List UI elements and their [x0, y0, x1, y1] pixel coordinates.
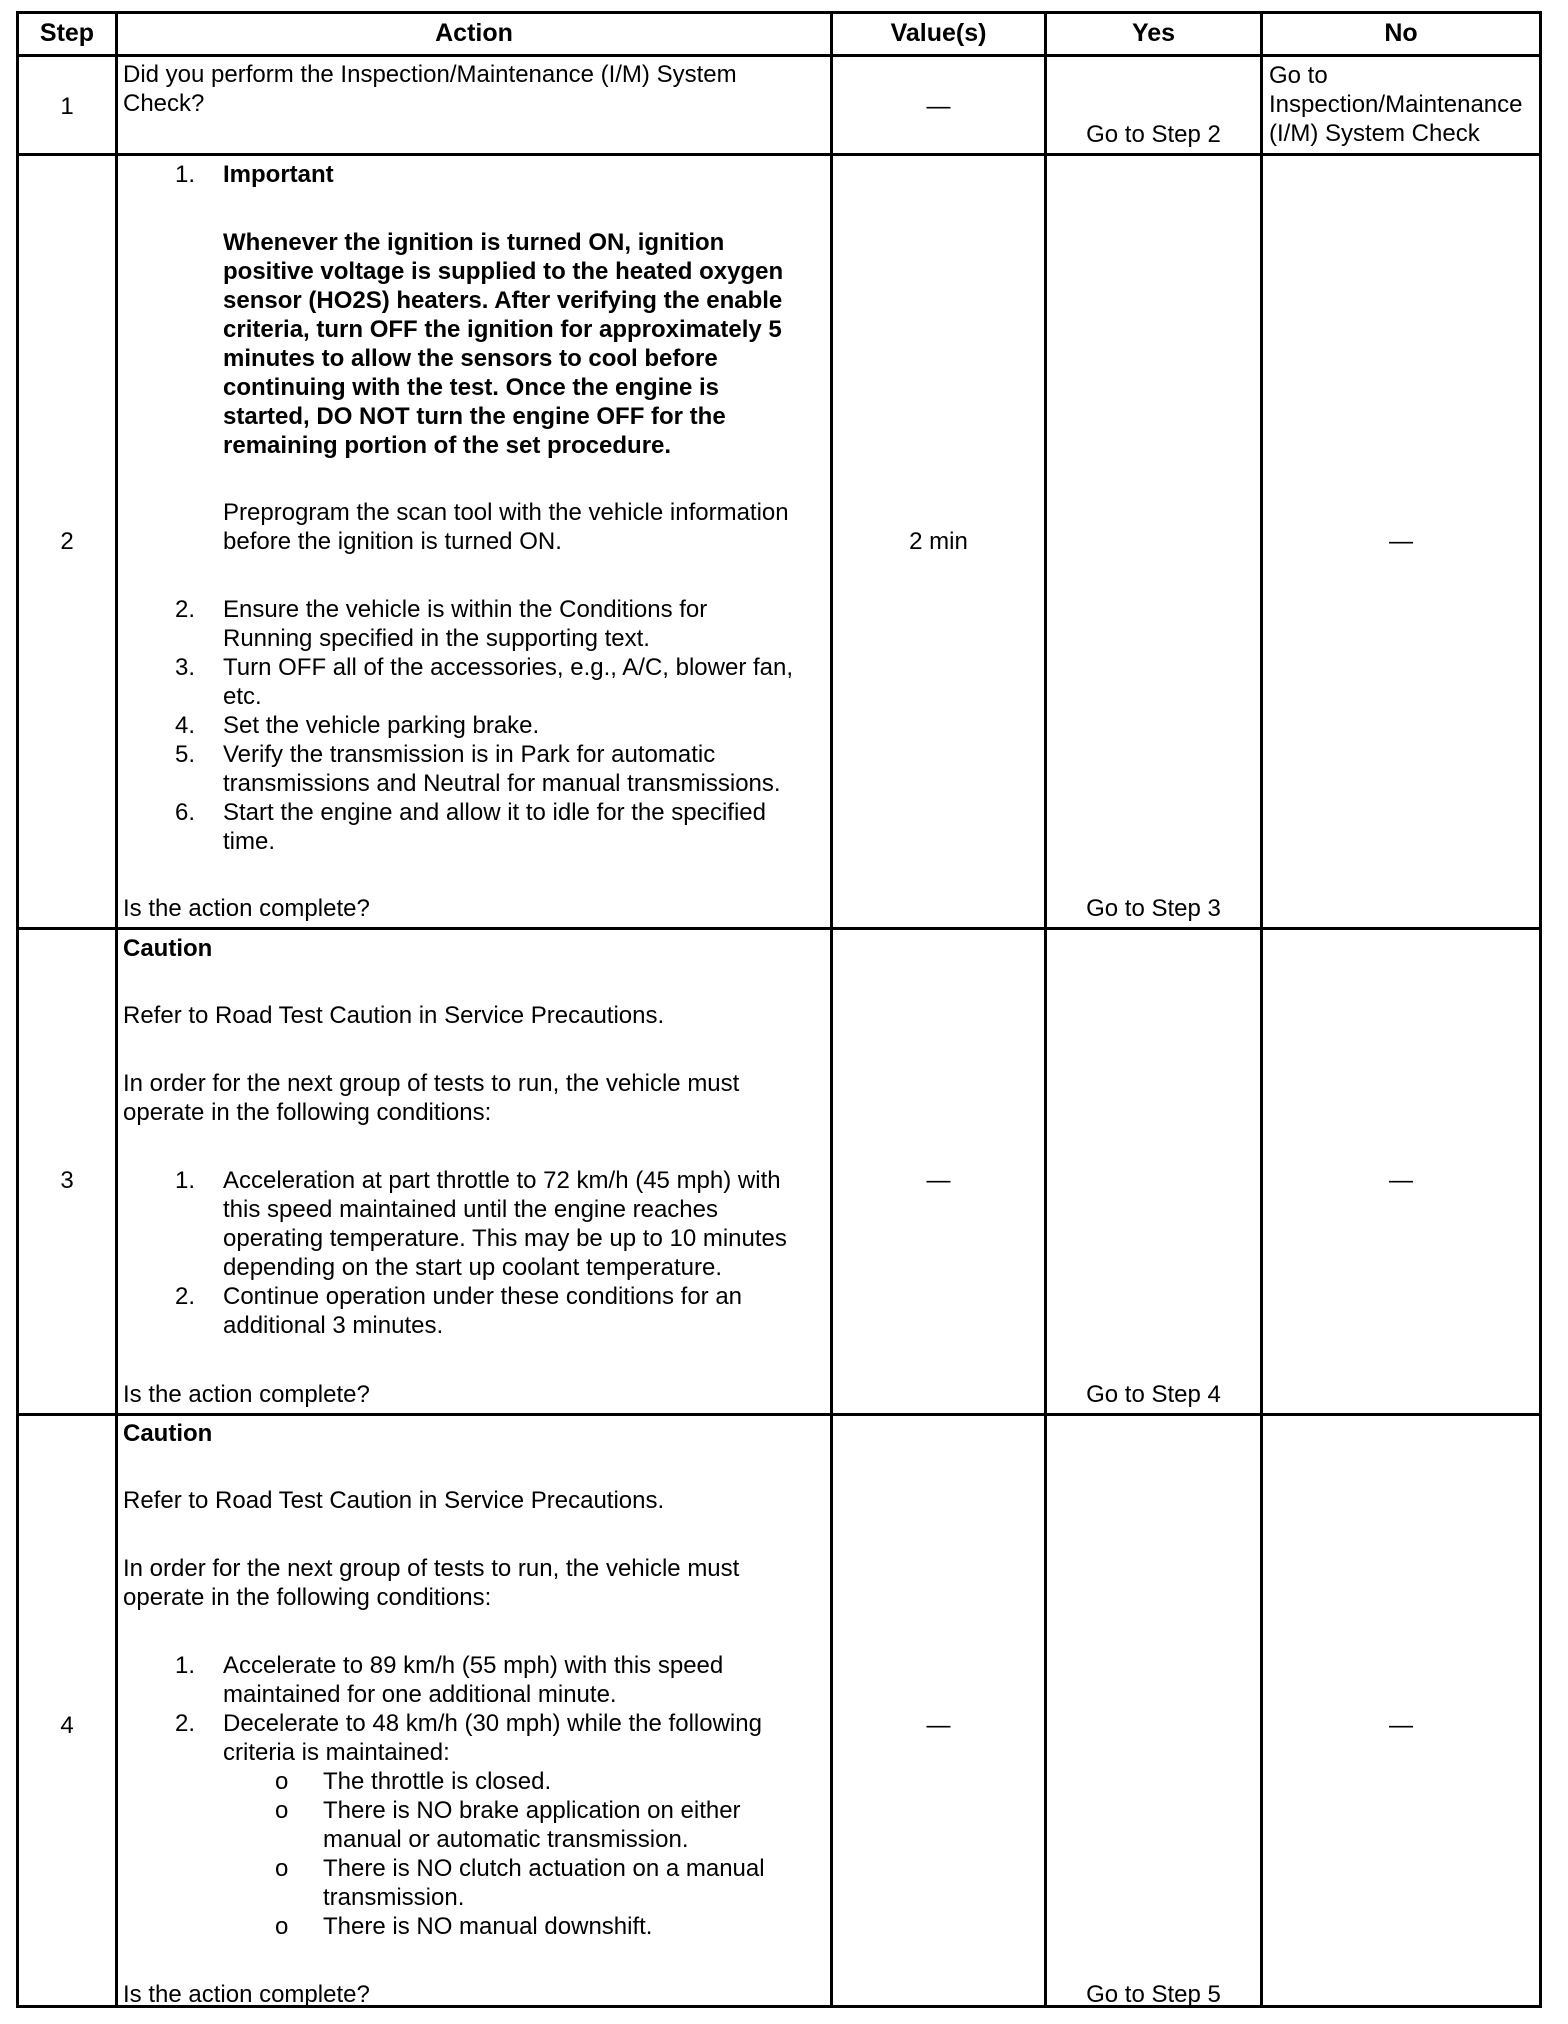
header-action: Action [435, 19, 513, 47]
sub-item-text: manual or automatic transmission. [323, 1826, 689, 1853]
list-number: 4. [174, 712, 195, 739]
value-cell: — [926, 1712, 951, 1739]
caution-heading: Caution [123, 1420, 213, 1447]
list-item-text: Acceleration at part throttle to 72 km/h (45 mph) with [223, 1167, 781, 1194]
no-cell: — [1389, 1712, 1413, 1739]
yes-cell: Go to Step 4 [1086, 1381, 1221, 1408]
important-text: continuing with the test. Once the engine is [223, 374, 720, 401]
value-cell: — [926, 1167, 951, 1194]
column-divider [1260, 14, 1263, 2005]
column-divider [830, 14, 833, 2005]
yes-cell: Go to Step 5 [1086, 1981, 1221, 2008]
list-number: 1. [174, 1652, 195, 1679]
list-item-text: criteria is maintained: [223, 1739, 450, 1766]
important-text: remaining portion of the set procedure. [223, 432, 672, 459]
sub-item-text: There is NO clutch actuation on a manual [323, 1855, 765, 1882]
bullet-marker: o [275, 1797, 289, 1824]
action-question: Is the action complete? [123, 1381, 370, 1408]
yes-cell: Go to Step 3 [1086, 895, 1221, 922]
list-number: 5. [174, 741, 195, 768]
value-cell: — [926, 93, 951, 120]
sub-item-text: The throttle is closed. [323, 1768, 552, 1795]
list-item-text: etc. [223, 683, 262, 710]
action-question: Is the action complete? [123, 1981, 370, 2008]
no-cell: Go to [1269, 62, 1328, 89]
list-item-text: Verify the transmission is in Park for automatic [223, 741, 716, 768]
step-number: 4 [60, 1712, 74, 1739]
step-number: 3 [60, 1167, 74, 1194]
list-number: 3. [174, 654, 195, 681]
list-item-text: Set the vehicle parking brake. [223, 712, 540, 739]
no-cell: — [1389, 528, 1413, 555]
no-cell: — [1389, 1167, 1413, 1194]
list-item-text: Running specified in the supporting text. [223, 625, 650, 652]
sub-item-text: There is NO manual downshift. [323, 1913, 653, 1940]
intro-text: In order for the next group of tests to run, the vehicle must [123, 1070, 740, 1097]
yes-cell: Go to Step 2 [1086, 121, 1221, 148]
diagnostic-table [16, 11, 1542, 2008]
intro-text: In order for the next group of tests to run, the vehicle must [123, 1555, 740, 1582]
sub-item-text: There is NO brake application on either [323, 1797, 741, 1824]
action-text: Did you perform the Inspection/Maintenance (I/M) System [123, 61, 737, 88]
list-item-text: Start the engine and allow it to idle for the specified [223, 799, 766, 826]
list-number: 2. [174, 596, 195, 623]
important-text: minutes to allow the sensors to cool before [223, 345, 718, 372]
list-number: 2. [174, 1710, 195, 1737]
action-text: Check? [123, 90, 205, 117]
list-item-text: transmissions and Neutral for manual transmissions. [223, 770, 781, 797]
action-question: Is the action complete? [123, 895, 370, 922]
list-item-text: this speed maintained until the engine reaches [223, 1196, 718, 1223]
list-item-text: Accelerate to 89 km/h (55 mph) with this speed [223, 1652, 724, 1679]
list-item-text: time. [223, 828, 276, 855]
list-item-text: operating temperature. This may be up to 10 minutes [223, 1225, 787, 1252]
preprogram-text: before the ignition is turned ON. [223, 528, 562, 555]
important-text: started, DO NOT turn the engine OFF for the [223, 403, 726, 430]
important-text: sensor (HO2S) heaters. After verifying the enable [223, 287, 783, 314]
important-text: Whenever the ignition is turned ON, ignition [223, 229, 725, 256]
column-divider [1044, 14, 1047, 2005]
no-cell: (I/M) System Check [1269, 120, 1480, 147]
header-values: Value(s) [890, 19, 987, 47]
important-text: positive voltage is supplied to the heated oxygen [223, 258, 784, 285]
list-item-text: maintained for one additional minute. [223, 1681, 617, 1708]
row-divider [19, 54, 1539, 57]
list-item-text: Decelerate to 48 km/h (30 mph) while the following [223, 1710, 762, 1737]
step-number: 2 [60, 528, 74, 555]
list-item-text: Ensure the vehicle is within the Conditions for [223, 596, 708, 623]
intro-text: operate in the following conditions: [123, 1099, 492, 1126]
row-divider [19, 153, 1539, 156]
list-number: 1. [174, 1167, 195, 1194]
header-yes: Yes [1131, 19, 1176, 47]
list-number: 6. [174, 799, 195, 826]
bullet-marker: o [275, 1913, 289, 1940]
preprogram-text: Preprogram the scan tool with the vehicle information [223, 499, 789, 526]
column-divider [115, 14, 118, 2005]
list-item-text: Turn OFF all of the accessories, e.g., A/C, blower fan, [223, 654, 794, 681]
header-step: Step [39, 19, 95, 47]
caution-heading: Caution [123, 935, 213, 962]
list-number: 2. [174, 1283, 195, 1310]
refer-text: Refer to Road Test Caution in Service Precautions. [123, 1002, 665, 1029]
no-cell: Inspection/Maintenance [1269, 91, 1523, 118]
list-item-text: Continue operation under these conditions for an [223, 1283, 743, 1310]
step-number: 1 [60, 93, 74, 120]
bullet-marker: o [275, 1768, 289, 1795]
list-item-text: depending on the start up coolant temperature. [223, 1254, 723, 1281]
refer-text: Refer to Road Test Caution in Service Precautions. [123, 1487, 665, 1514]
important-text: criteria, turn OFF the ignition for approximately 5 [223, 316, 782, 343]
sub-item-text: transmission. [323, 1884, 465, 1911]
bullet-marker: o [275, 1855, 289, 1882]
value-cell: 2 min [909, 528, 968, 555]
important-heading: Important [223, 161, 334, 188]
list-number: 1. [174, 161, 195, 188]
row-divider [19, 927, 1539, 930]
header-no: No [1384, 19, 1418, 47]
row-divider [19, 1413, 1539, 1416]
intro-text: operate in the following conditions: [123, 1584, 492, 1611]
list-item-text: additional 3 minutes. [223, 1312, 444, 1339]
